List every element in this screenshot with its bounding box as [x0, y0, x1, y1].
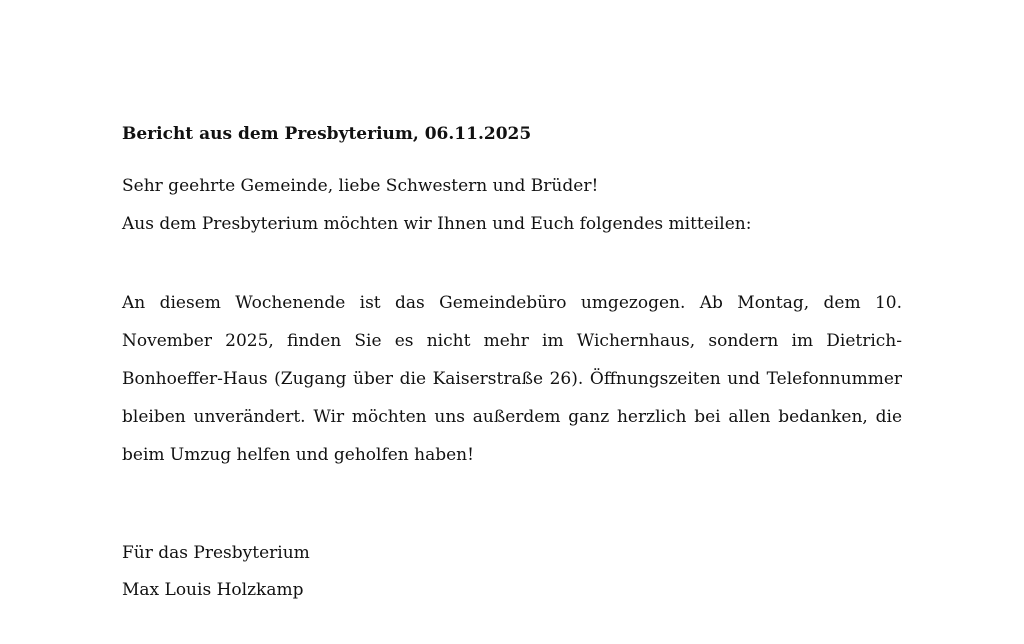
document-title: Bericht aus dem Presbyterium, 06.11.2025 — [122, 124, 532, 144]
signature-name: Max Louis Holzkamp — [122, 580, 304, 600]
greeting-line: Sehr geehrte Gemeinde, liebe Schwestern und Brüder! — [122, 176, 599, 196]
intro-line: Aus dem Presbyterium möchten wir Ihnen und Euch folgendes mitteilen: — [122, 214, 752, 234]
body-paragraph: An diesem Wochenende ist das Gemeindebüro umgezogen. Ab Montag, dem 10. November 2025, finden Sie es nicht mehr im Wichernhaus, sondern im Dietrich-Bonhoeffer-Haus (Zugang über die Kaiserstraße 26). Öffnungszeiten und Telefonnummer bleiben unverändert. Wir möchten uns außerdem ganz herzlich bei allen bedanken, die beim Umzug helfen und geholfen haben! — [122, 293, 902, 465]
closing-line: Für das Presbyterium — [122, 543, 310, 563]
